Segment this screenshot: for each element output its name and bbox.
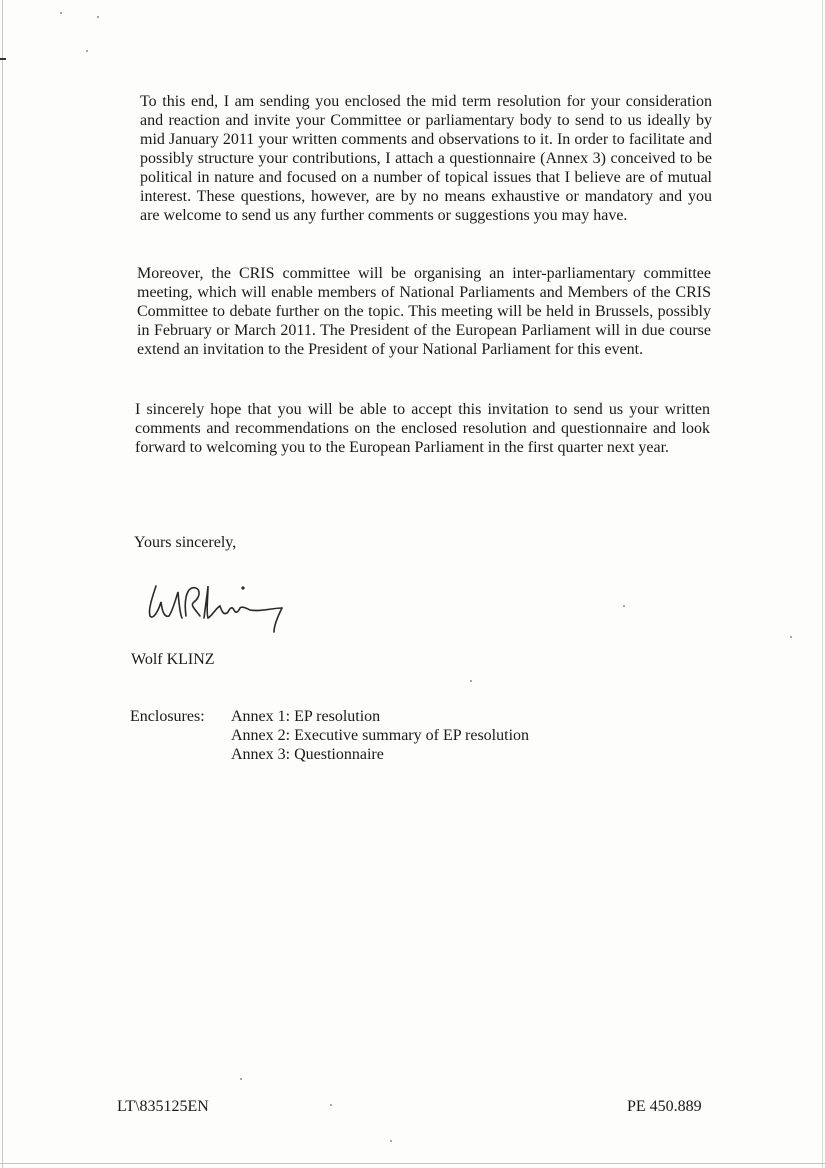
- scan-speck: [790, 636, 792, 638]
- enclosures-label: Enclosures:: [130, 708, 205, 725]
- scan-speck: [86, 50, 88, 52]
- footer-document-number: PE 450.889: [627, 1098, 702, 1115]
- handwritten-signature: [142, 572, 302, 640]
- body-paragraph: Moreover, the CRIS committee will be organising an inter-parliamentary committee meeting, which will enable members of National Parliaments and Members of the CRIS Committee to debate further on the topic. This meeting will be held in Brussels, possibly in February or March 2011. The President of the European Parliament will in due course extend an invitation to the President of your National Parliament for this event.: [137, 265, 711, 358]
- body-paragraph: To this end, I am sending you enclosed the mid term resolution for your consideration and reaction and invite your Committee or parliamentary body to send to us ideally by mid January 2011 your written comments and observations to it. In order to facilitate and possibly structure your contributions, I attach a questionnaire (Annex 3) conceived to be political in nature and focused on a number of topical issues that I believe are of mutual interest. These questions, however, are by no means exhaustive or mandatory and you are welcome to send us any further comments or suggestions you may have.: [140, 93, 712, 224]
- scan-speck: [470, 680, 472, 682]
- signer-name: Wolf KLINZ: [131, 651, 215, 668]
- scan-speck: [60, 12, 62, 14]
- closing-salutation: Yours sincerely,: [134, 534, 237, 551]
- enclosure-item: Annex 3: Questionnaire: [231, 746, 384, 763]
- scan-speck: [390, 1140, 392, 1142]
- scan-speck: [97, 16, 99, 18]
- enclosure-item: Annex 1: EP resolution: [231, 708, 381, 725]
- body-paragraph: I sincerely hope that you will be able to accept this invitation to send us your written comments and recommendations on the enclosed resolution and questionnaire and look forward to welcoming you to the European Parliament in the first quarter next year.: [135, 401, 710, 456]
- scan-speck: [623, 605, 625, 607]
- footer-reference: LT\835125EN: [117, 1098, 209, 1115]
- scan-speck: [240, 1078, 242, 1080]
- enclosures-list: [231, 707, 529, 764]
- scan-speck: [330, 1104, 332, 1106]
- scan-edge-left: [2, 0, 3, 1168]
- scan-edge-bottom: [0, 1163, 825, 1164]
- punch-mark: [0, 58, 6, 60]
- scan-edge-right: [822, 0, 823, 1168]
- enclosure-item: Annex 2: Executive summary of EP resolution: [231, 727, 530, 744]
